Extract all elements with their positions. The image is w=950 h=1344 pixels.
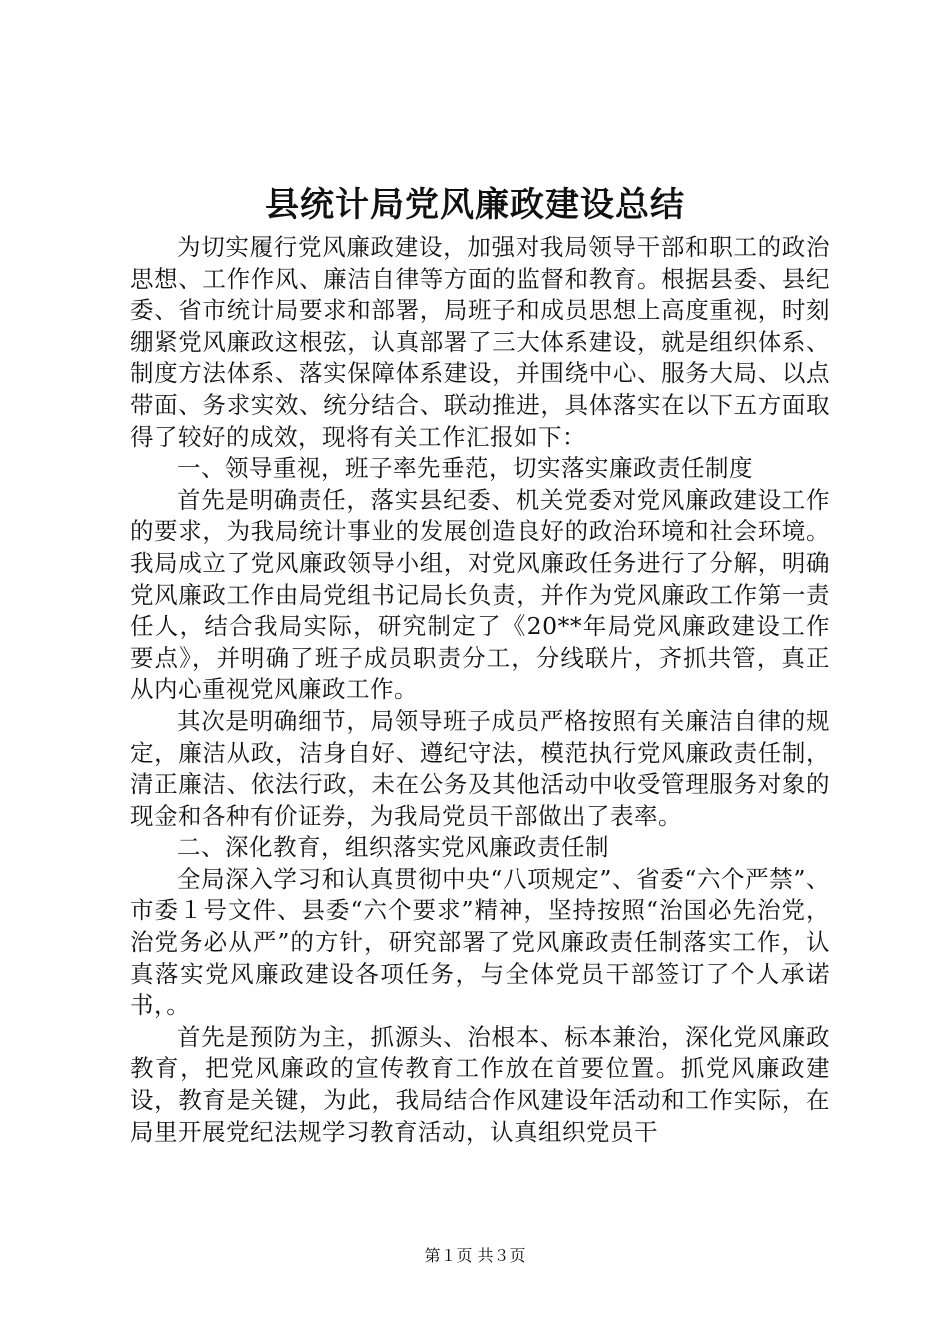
body-paragraph: 首先是明确责任，落实县纪委、机关党委对党风廉政建设工作的要求，为我局统计事业的发展创造良好的政治环境和社会环境。我局成立了党风廉政领导小组，对党风廉政任务进行了分解，明确党风廉政工作由局党组书记局长负责，并作为党风廉政工作第一责任人，结合我局实际，研究制定了《20**年局党风廉政建设工作要点》，并明确了班子成员职责分工，分线联片，齐抓共管，真正从内心重视党风廉政工作。	[130, 485, 830, 704]
body-paragraph: 其次是明确细节，局领导班子成员严格按照有关廉洁自律的规定，廉洁从政，洁身自好、遵纪守法，模范执行党风廉政责任制，清正廉洁、依法行政，未在公务及其他活动中收受管理服务对象的现金和各种有价证券，为我局党员干部做出了表率。	[130, 706, 830, 830]
body-paragraph: 首先是预防为主，抓源头、治根本、标本兼治，深化党风廉政教育，把党风廉政的宣传教育工作放在首要位置。抓党风廉政建设，教育是关键，为此，我局结合作风建设年活动和工作实际，在局里开展党纪法规学习教育活动，认真组织党员干	[130, 1022, 830, 1146]
section-heading-2: 二、深化教育，组织落实党风廉政责任制	[177, 833, 609, 862]
intro-paragraph: 为切实履行党风廉政建设，加强对我局领导干部和职工的政治思想、工作作风、廉洁自律等方面的监督和教育。根据县委、县纪委、省市统计局要求和部署，局班子和成员思想上高度重视，时刻绷紧党风廉政这根弦，认真部署了三大体系建设，就是组织体系、制度方法体系、落实保障体系建设，并围绕中心、服务大局、以点带面、务求实效、统分结合、联动推进，具体落实在以下五方面取得了较好的成效，现将有关工作汇报如下：	[130, 233, 830, 451]
document-body	[130, 232, 830, 1148]
section-heading-1: 一、领导重视，班子率先垂范，切实落实廉政责任制度	[177, 454, 753, 483]
page-number: 第１页 共３页	[424, 1246, 526, 1265]
document-title: 县统计局党风廉政建设总结	[265, 185, 685, 225]
body-paragraph: 全局深入学习和认真贯彻中央“八项规定”、省委“六个严禁”、市委１号文件、县委“六个要求”精神，坚持按照“治国必先治党，治党务必从严”的方针，研究部署了党风廉政责任制落实工作，认真落实党风廉政建设各项任务，与全体党员干部签订了个人承诺书，。	[130, 864, 830, 1020]
